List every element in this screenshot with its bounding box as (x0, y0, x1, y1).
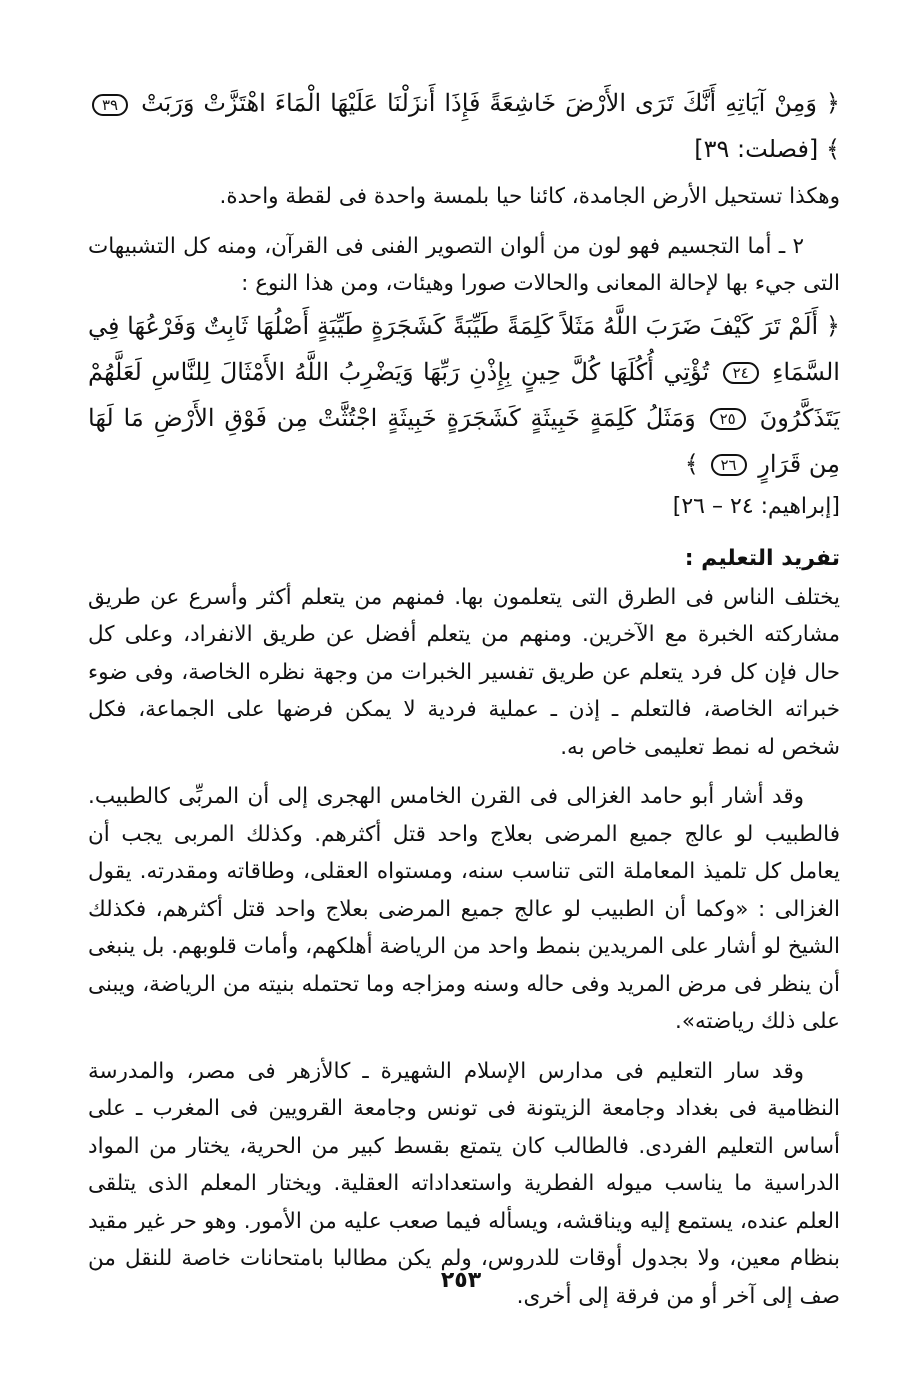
section-heading: تفريد التعليم : (684, 545, 840, 571)
paragraph: يختلف الناس فى الطرق التى يتعلمون بها. فمنهم من يتعلم أكثر وأسرع عن طريق مشاركته الخبرة مع الآخرين. ومنهم من يتعلم أفضل عن طريق الانفراد، وعلى كل حال فإن كل فرد يتعلم عن طريق تفسير الخبرات من وجهة نظره الخاصة، وفى ضوء خبراته الخاصة، فالتعلم ـ إذن ـ عملية فردية لا يمكن فرضها على الجماعة، فكل شخص له نمط تعليمى خاص به. (88, 584, 840, 760)
paragraph: ٢ ـ أما التجسيم فهو لون من ألوان التصوير الفنى فى القرآن، ومنه كل التشبيهات التى جيء بها لإحالة المعانى والحالات صورا وهيئات، ومن هذا النوع : (88, 233, 840, 296)
verse-text: تُؤْتِي أُكُلَهَا كُلَّ حِينٍ بِإِذْنِ رَبِّهَا وَيَضْرِبُ اللَّهُ الأَمْثَالَ لِلنَّاسِ لَعَلَّهُمْ يَتَذَكَّرُونَ (88, 357, 840, 432)
verse-close-bracket: ﴾ (825, 135, 840, 163)
ayah-number: ٢٤ (723, 362, 759, 384)
verse-close-bracket: ﴾ (684, 449, 699, 478)
quran-verse-fussilat (88, 80, 840, 172)
paragraph: وهكذا تستحيل الأرض الجامدة، كائنا حيا بلمسة واحدة فى لقطة واحدة. (219, 184, 840, 209)
verse-text: ﴿ أَلَمْ تَرَ كَيْفَ ضَرَبَ اللَّهُ مَثَلاً كَلِمَةً طَيِّبَةً كَشَجَرَةٍ طَيِّبَةٍ أَصْلُهَا ثَابِتٌ وَفَرْعُهَا فِي السَّمَاءِ (88, 311, 840, 386)
ayah-number: ٣٩ (92, 94, 128, 116)
verse-reference: [إبراهيم: ٢٤ – ٢٦] (672, 493, 840, 519)
paragraph: وقد أشار أبو حامد الغزالى فى القرن الخامس الهجرى إلى أن المربِّى كالطبيب. فالطبيب لو عالج جميع المرضى بعلاج واحد قتل أكثرهم. وكذلك المربى يجب أن يعامل كل تلميذ المعاملة التى تناسب سنه، ومستواه العقلى، وطاقاته ومقدرته. يقول الغزالى : «وكما أن الطبيب لو عالج جميع المرضى بعلاج واحد قتل أكثرهم، فكذلك الشيخ لو أشار على المريدين بنمط واحد من الرياضة أهلكهم، وأمات قلوبهم. بل ينبغى أن ينظر فى مرض المريد وفى حاله وسنه ومزاجه وما تحتمله بنيته من الرياضة، ويبنى على ذلك رياضته». (88, 784, 840, 1034)
verse-reference: [فصلت: ٣٩] (694, 135, 819, 163)
ayah-number: ٢٥ (710, 408, 746, 430)
ayah-number: ٢٦ (711, 454, 747, 476)
verse-text: وَمَثَلُ كَلِمَةٍ خَبِيثَةٍ كَشَجَرَةٍ خَبِيثَةٍ اجْتُثَّتْ مِن فَوْقِ الأَرْضِ مَا لَهَا مِن قَرَارٍ (88, 403, 840, 478)
quran-verse-ibrahim (88, 303, 840, 487)
page-number: ٢٥٣ (440, 1268, 482, 1293)
paragraph: وقد سار التعليم فى مدارس الإسلام الشهيرة ـ كالأزهر فى مصر، والمدرسة النظامية فى بغداد وجامعة الزيتونة فى تونس وجامعة القرويين فى المغرب ـ على أساس التعليم الفردى. فالطالب كان يتمتع بقسط كبير من الحرية، يختار من المواد الدراسية ما يناسب ميوله الفطرية واستعداداته العقلية. ويختار المعلم الذى يتلقى العلم عنده، يستمع إليه ويناقشه، ويسأله فيما صعب عليه من الأمور. وهو حر غير مقيد بنظام معين، ولا بجدول أوقات للدروس، ولم يكن مطالبا بامتحانات خاصة للنقل من صف إلى آخر أو من فرقة إلى أخرى. (88, 1058, 840, 1309)
page-body (88, 80, 840, 1315)
verse-text: ﴿ وَمِنْ آيَاتِهِ أَنَّكَ تَرَى الأَرْضَ خَاشِعَةً فَإِذَا أَنزَلْنَا عَلَيْهَا الْمَاءَ اهْتَزَّتْ وَرَبَتْ (141, 89, 840, 117)
